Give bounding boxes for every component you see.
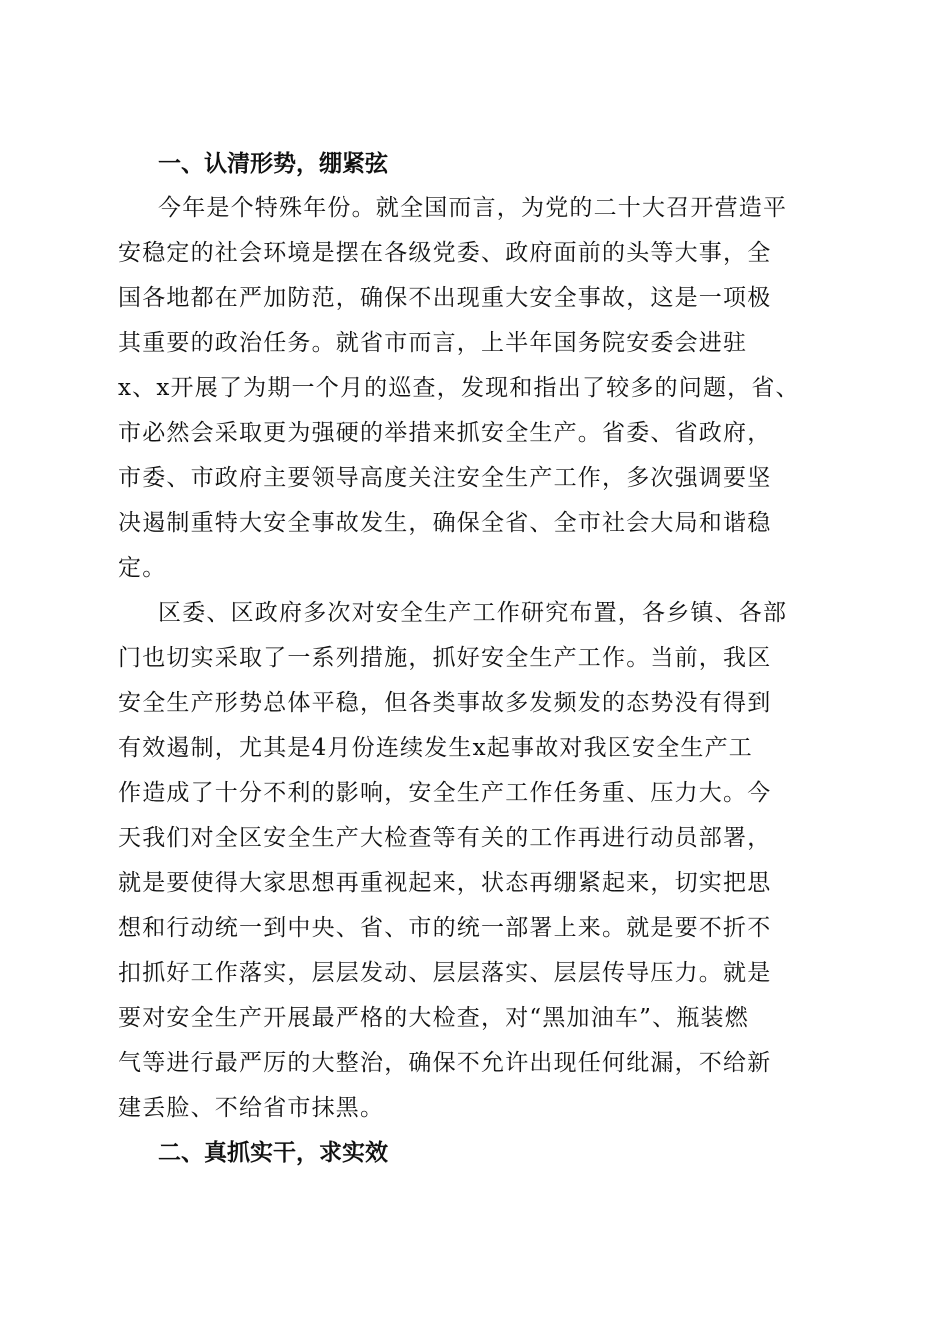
section-heading-2: 二、真抓实干，求实效	[158, 1140, 388, 1166]
section-heading-1: 一、认清形势，绷紧弦	[158, 151, 388, 177]
paragraph-2-line-12: 建丢脸、不给省市抹黑。	[118, 1095, 385, 1121]
paragraph-2-line-4: 有效遏制，尤其是4月份连续发生x起事故对我区安全生产工	[118, 735, 754, 761]
paragraph-1-line-1: 今年是个特殊年份。就全国而言，为党的二十大召开营造平	[158, 195, 788, 221]
paragraph-1-line-9: 定。	[118, 555, 167, 581]
paragraph-2-line-8: 想和行动统一到中央、省、市的统一部署上来。就是要不折不	[118, 915, 772, 941]
paragraph-1-line-3: 国各地都在严加防范，确保不出现重大安全事故，这是一项极	[118, 285, 772, 311]
paragraph-1-line-5: x、x开展了为期一个月的巡查，发现和指出了较多的问题，省、	[118, 375, 800, 401]
paragraph-1-line-7: 市委、市政府主要领导高度关注安全生产工作，多次强调要坚	[118, 465, 772, 491]
paragraph-2-line-9: 扣抓好工作落实，层层发动、层层落实、层层传导压力。就是	[118, 960, 772, 986]
paragraph-1-line-8: 决遏制重特大安全事故发生，确保全省、全市社会大局和谐稳	[118, 510, 772, 536]
paragraph-2-line-2: 门也切实采取了一系列措施，抓好安全生产工作。当前，我区	[118, 645, 772, 671]
paragraph-2-line-6: 天我们对全区安全生产大检查等有关的工作再进行动员部署，	[118, 825, 772, 851]
paragraph-1	[118, 186, 826, 591]
paragraph-2-line-1: 区委、区政府多次对安全生产工作研究布置，各乡镇、各部	[158, 600, 788, 626]
paragraph-2-line-11: 气等进行最严厉的大整治，确保不允许出现任何纰漏，不给新	[118, 1050, 772, 1076]
paragraph-1-line-4: 其重要的政治任务。就省市而言，上半年国务院安委会进驻	[118, 330, 748, 356]
paragraph-2	[118, 591, 826, 1131]
paragraph-1-line-2: 安稳定的社会环境是摆在各级党委、政府面前的头等大事，全	[118, 240, 772, 266]
paragraph-2-line-7: 就是要使得大家思想再重视起来，状态再绷紧起来，切实把思	[118, 870, 772, 896]
paragraph-2-line-5: 作造成了十分不利的影响，安全生产工作任务重、压力大。今	[118, 780, 772, 806]
document-body	[118, 142, 826, 1175]
paragraph-2-line-10: 要对安全生产开展最严格的大检查，对“黑加油车”、瓶装燃	[118, 1005, 749, 1031]
paragraph-2-line-3: 安全生产形势总体平稳，但各类事故多发频发的态势没有得到	[118, 690, 772, 716]
paragraph-1-line-6: 市必然会采取更为强硬的举措来抓安全生产。省委、省政府，	[118, 420, 772, 446]
